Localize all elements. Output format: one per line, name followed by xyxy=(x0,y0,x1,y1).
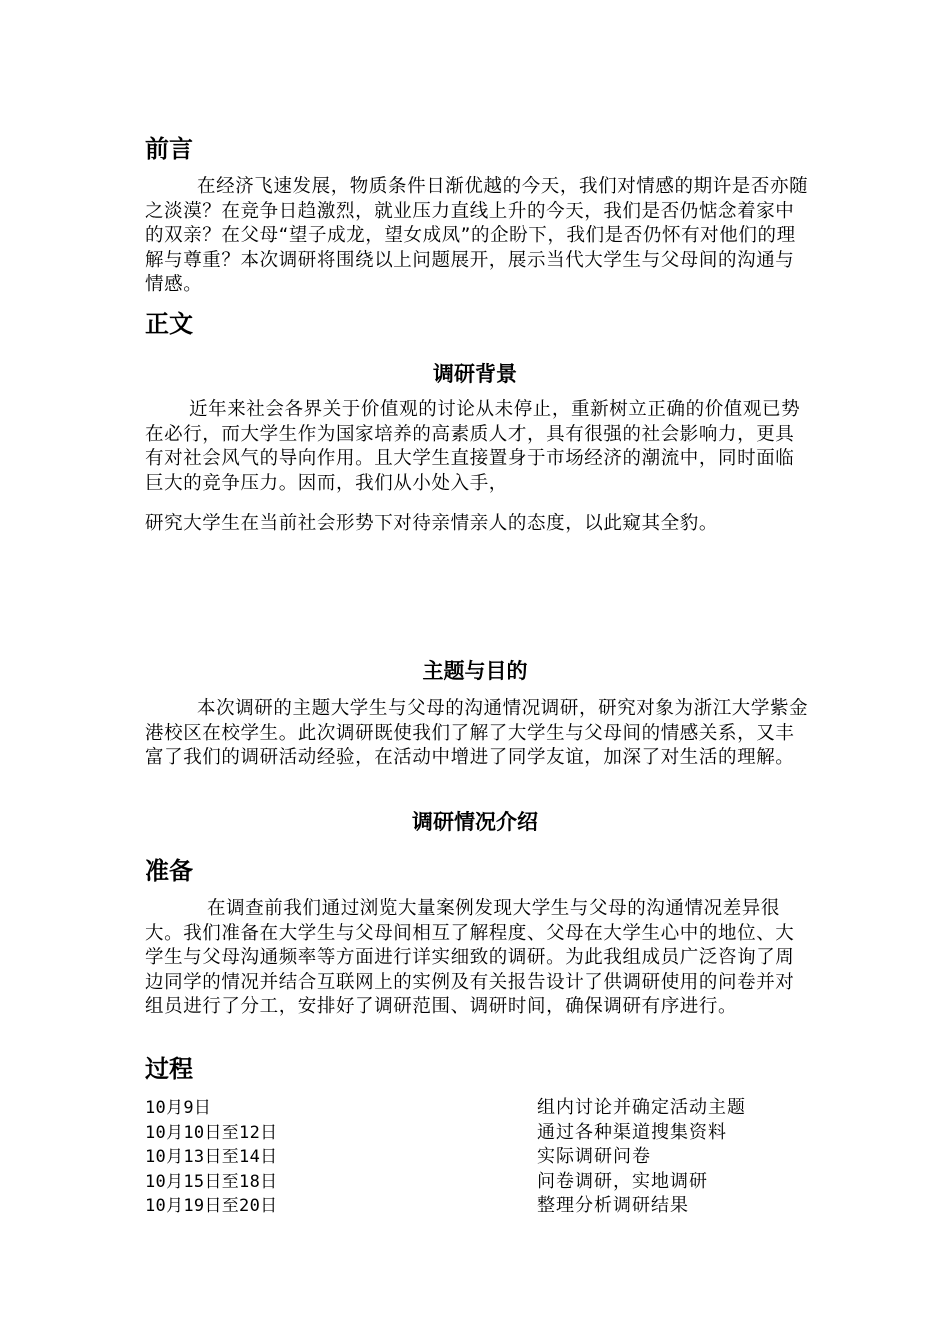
schedule-date: 10月13日至14日 xyxy=(145,1147,278,1167)
schedule-row xyxy=(145,1170,805,1195)
schedule-task: 组内讨论并确定活动主题 xyxy=(537,1097,746,1118)
schedule-table xyxy=(145,1096,805,1219)
schedule-row xyxy=(145,1096,805,1121)
foreword-heading: 前言 xyxy=(145,135,193,163)
schedule-date: 10月19日至20日 xyxy=(145,1196,278,1216)
schedule-row xyxy=(145,1121,805,1146)
schedule-date: 10月10日至12日 xyxy=(145,1122,278,1143)
schedule-date: 10月9日 xyxy=(145,1098,212,1118)
preparation-paragraph: 在调查前我们通过浏览大量案例发现大学生与父母的沟通情况差异很大。我们准备在大学生与父母间相互了解程度、父母在大学生心中的地位、大学生与父母沟通频率等方面进行详实细致的调研。为此我组成员广泛咨询了周边同学的情况并结合互联网上的实例及有关报告设计了供调研使用的问卷并对组员进行了分工，安排好了调研范围、调研时间，确保调研有序进行。 xyxy=(145,898,795,1018)
schedule-task: 问卷调研，实地调研 xyxy=(537,1170,708,1192)
schedule-task: 通过各种渠道搜集资料 xyxy=(537,1121,727,1143)
schedule-row xyxy=(145,1145,805,1170)
background-heading: 调研背景 xyxy=(433,362,517,386)
preparation-heading: 准备 xyxy=(145,857,193,885)
main-heading: 正文 xyxy=(145,310,193,338)
theme-heading: 主题与目的 xyxy=(422,659,528,683)
theme-paragraph: 本次调研的主题大学生与父母的沟通情况调研，研究对象为浙江大学紫金港校区在校学生。此次调研既使我们了解了大学生与父母间的情感关系，又丰富了我们的调研活动经验，在活动中增进了同学友谊，加深了对生活的理解。 xyxy=(145,698,809,769)
schedule-date: 10月15日至18日 xyxy=(145,1171,278,1192)
overview-heading: 调研情况介绍 xyxy=(412,810,538,834)
background-paragraph-last-line: 研究大学生在当前社会形势下对待亲情亲人的态度，以此窥其全豹。 xyxy=(145,513,719,534)
schedule-task: 整理分析调研结果 xyxy=(537,1195,689,1216)
process-heading: 过程 xyxy=(145,1055,193,1083)
background-paragraph: 近年来社会各界关于价值观的讨论从未停止，重新树立正确的价值观已势在必行，而大学生作为国家培养的高素质人才，具有很强的社会影响力，更具有对社会风气的导向作用。且大学生直接置身于市场经济的潮流中，同时面临巨大的竞争压力。因而，我们从小处入手， xyxy=(145,399,801,494)
schedule-row xyxy=(145,1194,805,1219)
schedule-task: 实际调研问卷 xyxy=(537,1146,651,1167)
foreword-paragraph: 在经济飞速发展，物质条件日渐优越的今天，我们对情感的期许是否亦随之淡漠？在竞争日趋激烈，就业压力直线上升的今天，我们是否仍惦念着家中的双亲？在父母“望子成龙，望女成凤”的企盼下，我们是否仍怀有对他们的理解与尊重？本次调研将围绕以上问题展开，展示当代大学生与父母间的沟通与情感。 xyxy=(145,176,809,296)
